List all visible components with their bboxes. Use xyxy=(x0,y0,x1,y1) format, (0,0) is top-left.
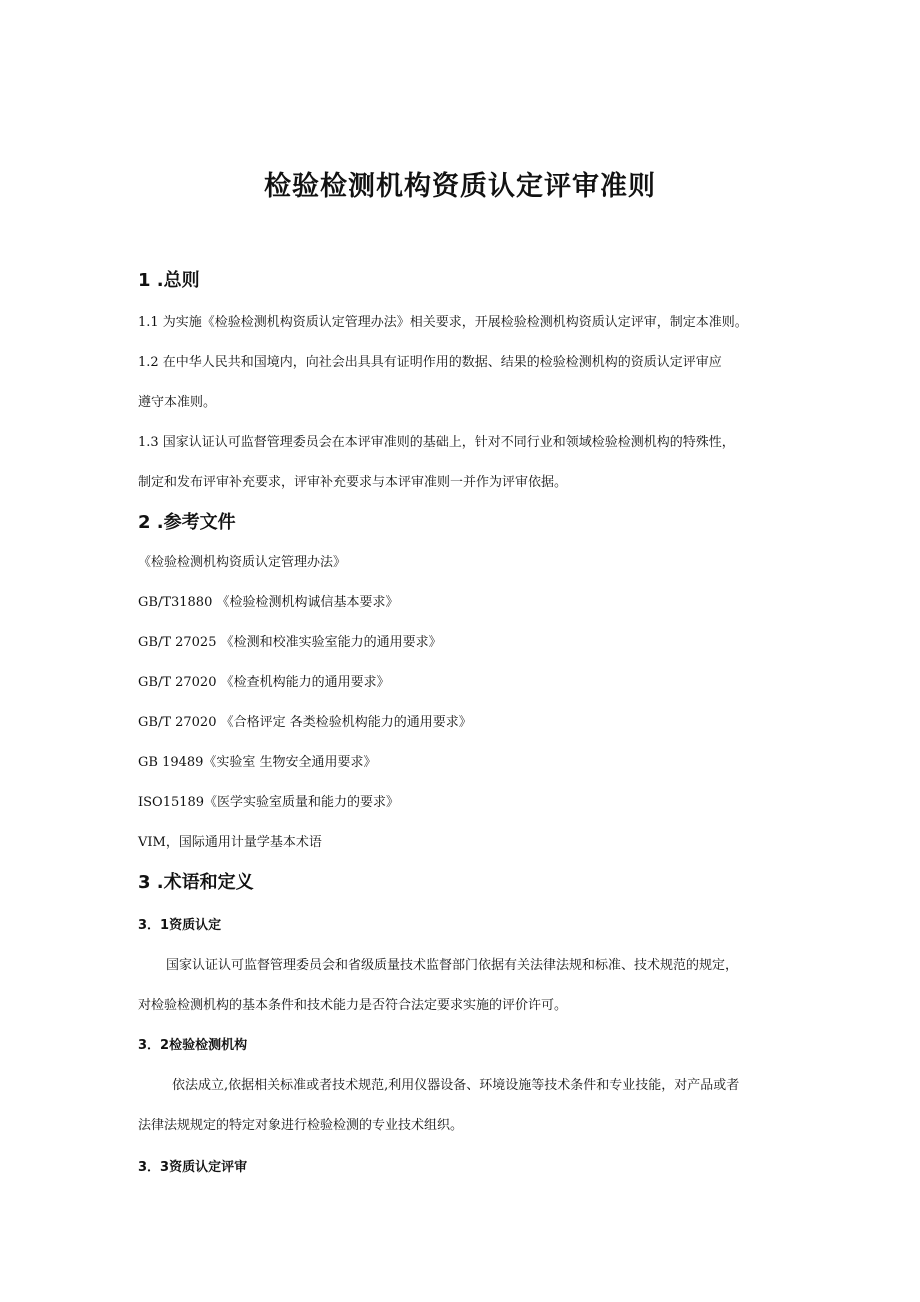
term-definition-line: 对检验检测机构的基本条件和技术能力是否符合法定要求实施的评价许可。 xyxy=(138,998,568,1013)
paragraph-1-2: 1.2 在中华人民共和国境内，向社会出具具有证明作用的数据、结果的检验检测机构的资质认定评审应 xyxy=(138,355,722,370)
term-definition-line: 依法成立,依据相关标准或者技术规范,利用仪器设备、环境设施等技术条件和专业技能，对产品或者 xyxy=(172,1078,740,1093)
reference-item: VIM，国际通用计量学基本术语 xyxy=(138,835,322,850)
section-heading-terms: 3 .术语和定义 xyxy=(138,872,254,893)
reference-item: GB/T31880 《检验检测机构诚信基本要求》 xyxy=(138,595,399,610)
section-heading-general: 1 .总则 xyxy=(138,270,200,291)
term-label-qualification: 3．1资质认定 xyxy=(138,918,222,933)
term-definition-line: 法律法规规定的特定对象进行检验检测的专业技术组织。 xyxy=(138,1118,464,1133)
paragraph-1-3-cont: 制定和发布评审补充要求，评审补充要求与本评审准则一并作为评审依据。 xyxy=(138,475,568,490)
reference-item: GB/T 27025 《检测和校准实验室能力的通用要求》 xyxy=(138,635,442,650)
term-definition-line: 国家认证认可监督管理委员会和省级质量技术监督部门依据有关法律法规和标准、技术规范的规定， xyxy=(166,958,739,973)
term-label-inspection-body: 3．2检验检测机构 xyxy=(138,1038,248,1053)
paragraph-1-2-cont: 遵守本准则。 xyxy=(138,395,217,410)
reference-item: GB 19489《实验室 生物安全通用要求》 xyxy=(138,755,377,770)
term-label-qualification-review: 3．3资质认定评审 xyxy=(138,1160,248,1175)
reference-item: 《检验检测机构资质认定管理办法》 xyxy=(138,555,347,570)
paragraph-1-1: 1.1 为实施《检验检测机构资质认定管理办法》相关要求，开展检验检测机构资质认定评审，制定本准则。 xyxy=(138,315,748,330)
reference-item: GB/T 27020 《检查机构能力的通用要求》 xyxy=(138,675,390,690)
paragraph-1-3: 1.3 国家认证认可监督管理委员会在本评审准则的基础上，针对不同行业和领域检验检测机构的特殊性， xyxy=(138,435,735,450)
reference-item: GB/T 27020 《合格评定 各类检验机构能力的通用要求》 xyxy=(138,715,472,730)
section-heading-references: 2 .参考文件 xyxy=(138,512,236,533)
document-title: 检验检测机构资质认定评审准则 xyxy=(264,171,656,202)
reference-item: ISO15189《医学实验室质量和能力的要求》 xyxy=(138,795,400,810)
